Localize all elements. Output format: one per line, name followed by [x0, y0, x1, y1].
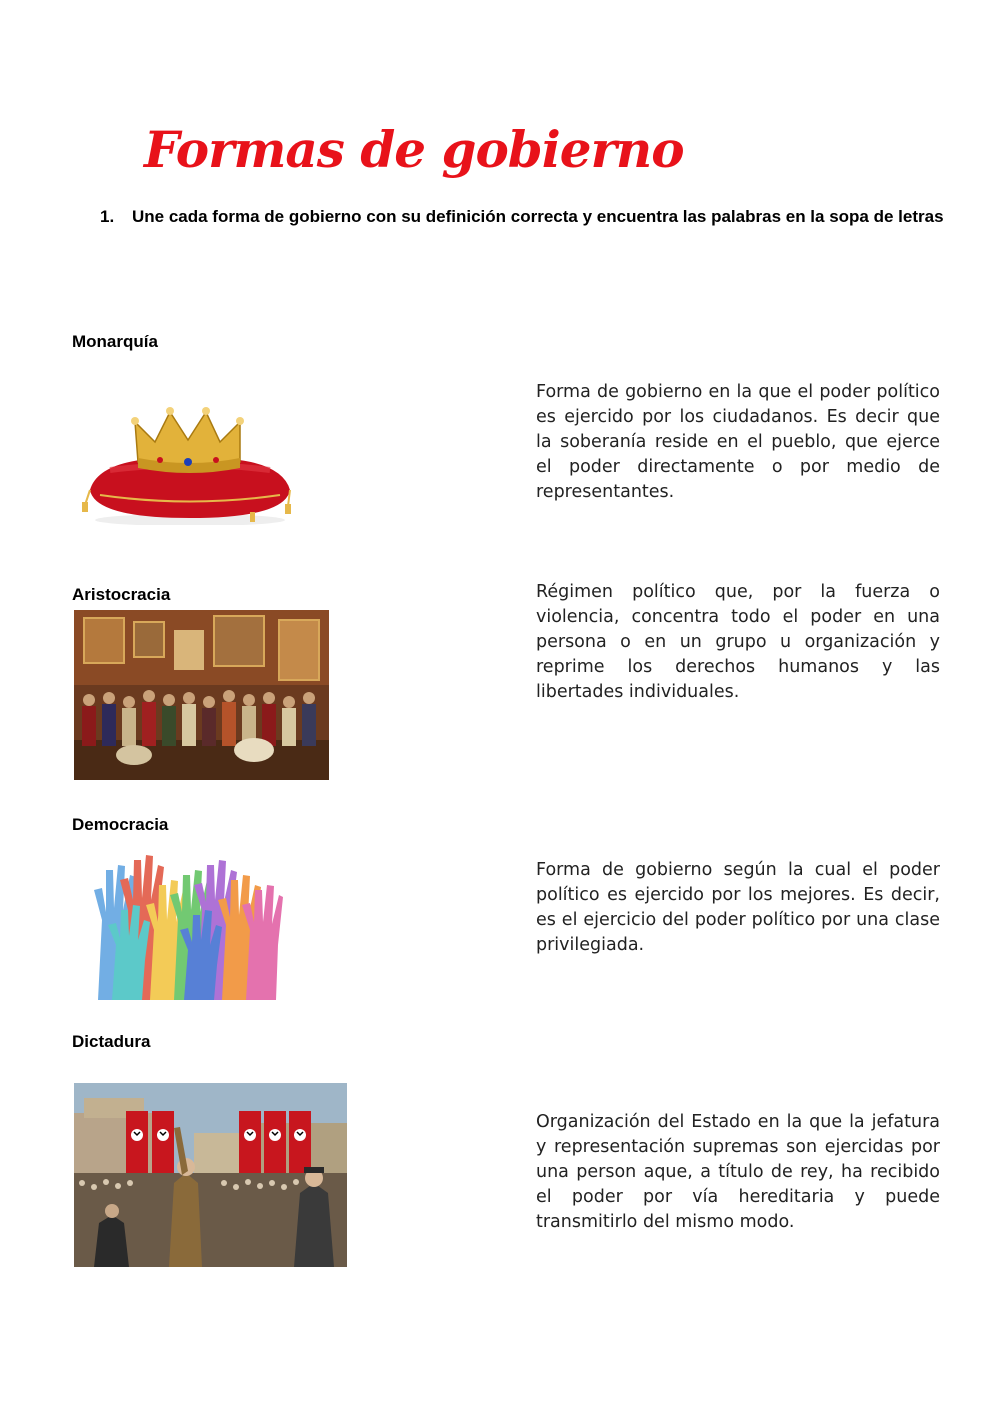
label-democracia: Democracia [72, 815, 169, 834]
page-title: Formas de gobierno [144, 120, 684, 179]
definition-2: Régimen político que, por la fuerza o violencia, concentra todo el poder en una persona o en un grupo u organización y reprime los derechos humanos y las libertades individuales. [536, 582, 940, 702]
crown-on-cushion-image [80, 400, 295, 525]
label-dictadura: Dictadura [72, 1032, 151, 1051]
hands-icon [88, 850, 283, 1000]
definition-4: Organización del Estado en la que la jefatura y representación supremas son ejercidas por una person aque, a título de rey, ha recibido el poder por vía hereditaria y puede transmitirlo del mismo modo. [536, 1112, 940, 1232]
painting-icon [74, 610, 329, 780]
definition-3: Forma de gobierno según la cual el poder político es ejercido por los mejores. Es decir, es el ejercicio del poder político por una clase privilegiada. [536, 860, 940, 955]
instruction-number: 1. [100, 207, 115, 226]
definition-1: Forma de gobierno en la que el poder político es ejercido por los ciudadanos. Es decir que la soberanía reside en el pueblo, que ejerce el poder directamente o por medio de representantes. [536, 382, 940, 502]
raised-colorful-hands-image [88, 850, 283, 1000]
aristocratic-salon-painting-image [74, 610, 329, 780]
label-aristocracia: Aristocracia [72, 585, 171, 604]
instruction [100, 204, 950, 229]
crown-icon [80, 400, 295, 525]
label-monarquia: Monarquía [72, 332, 158, 351]
instruction-text: Une cada forma de gobierno con su definición correcta y encuentra las palabras en la sopa de letras [132, 207, 944, 226]
rally-icon [74, 1083, 347, 1267]
dictatorship-rally-photo-image [74, 1083, 347, 1267]
